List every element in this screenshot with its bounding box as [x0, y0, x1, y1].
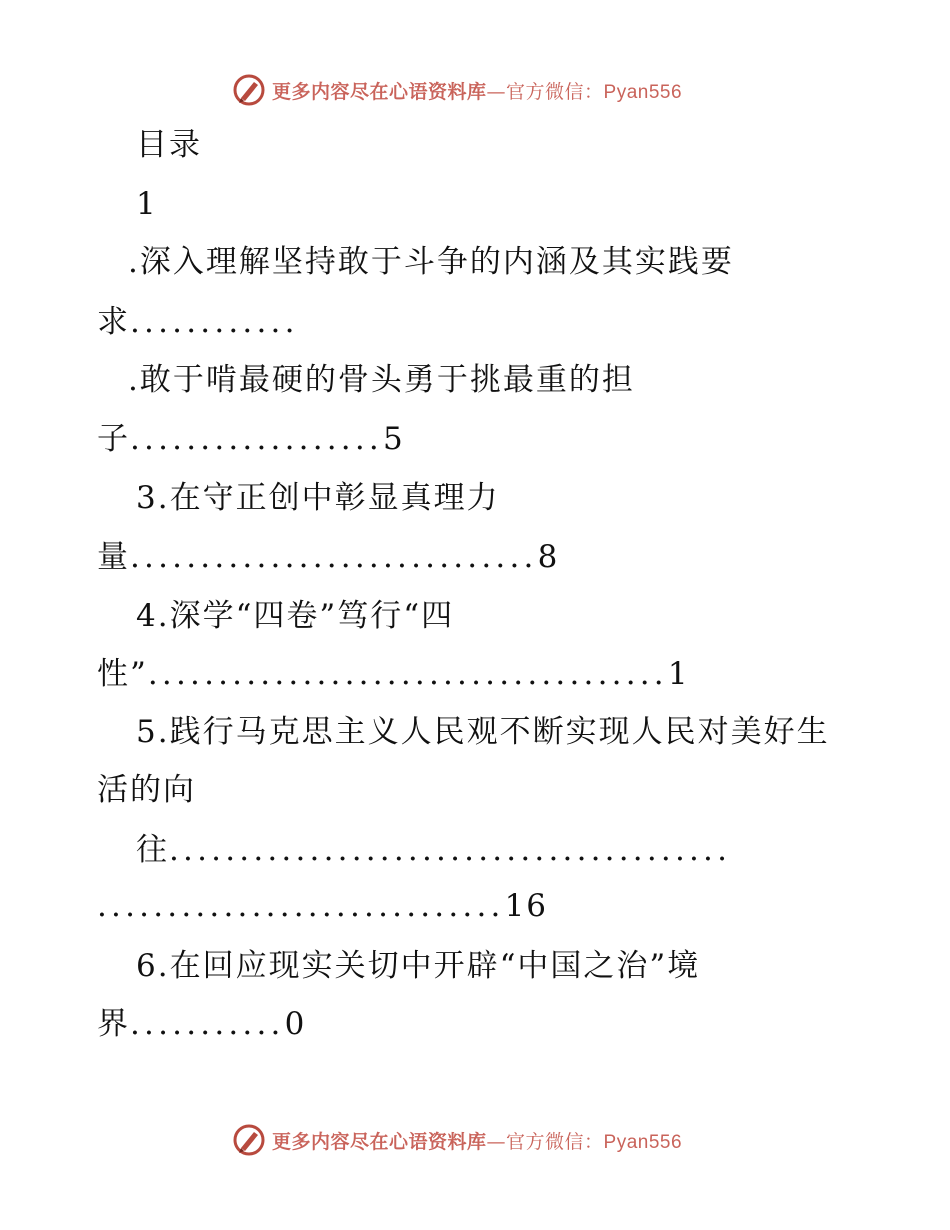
toc-entry-3-page: 8 — [537, 539, 560, 575]
toc-entry-4-title: 4.深学“四卷”笃行“四 — [136, 598, 455, 634]
toc-entry-6-title: 6.在回应现实关切中开辟“中国之治”境 — [136, 948, 701, 984]
header-label: 官方微信： — [506, 80, 604, 103]
header-text — [272, 77, 682, 104]
footer-wechat-id: Pyan556 — [603, 1131, 683, 1153]
toc-entry-4-leader — [97, 654, 690, 694]
toc-entry-2-dots: .................. — [130, 421, 383, 457]
footer-text — [272, 1127, 682, 1154]
toc-entry-3-lead: 量 — [97, 539, 130, 575]
header-wechat-id: Pyan556 — [603, 81, 683, 103]
toc-heading: 目录 — [136, 127, 202, 163]
toc-entry-6-lead: 界 — [97, 1006, 130, 1042]
toc-entry-3-title: 3.在守正创中彰显真理力 — [136, 480, 500, 516]
toc-entry-5-dots-b: ............................. — [97, 888, 505, 924]
footer-dash: — — [486, 1130, 507, 1153]
toc-number-one: 1 — [136, 186, 158, 222]
footer-banner — [232, 1122, 682, 1158]
footer-label: 官方微信： — [506, 1130, 604, 1153]
toc-entry-4-page: 1 — [667, 656, 690, 692]
toc-entry-2-title: .敢于啃最硬的骨头勇于挑最重的担 — [128, 362, 635, 398]
toc-entry-1-title: .深入理解坚持敢于斗争的内涵及其实践要 — [128, 244, 734, 280]
toc-entry-6-page: 0 — [284, 1006, 307, 1042]
header-banner — [232, 72, 682, 108]
toc-entry-5-dots-a: ........................................ — [169, 832, 732, 868]
pen-logo-icon — [232, 73, 266, 107]
toc-entry-4-dots: ..................................... — [147, 656, 668, 692]
toc-entry-2-leader — [97, 419, 405, 459]
toc-entry-2-lead: 子 — [97, 421, 130, 457]
toc-entry-3-dots: ............................. — [130, 539, 538, 575]
toc-entry-5-lead: 往 — [136, 832, 169, 868]
toc-entry-1-dots: ............ — [130, 304, 299, 340]
toc-entry-1-lead: 求 — [97, 304, 130, 340]
header-brand: 更多内容尽在心语资料库 — [272, 80, 487, 103]
header-dash: — — [486, 80, 507, 103]
toc-entry-5-title: 5.践行马克思主义人民观不断实现人民对美好生 — [136, 714, 830, 750]
toc-entry-5-line4 — [97, 886, 548, 926]
toc-entry-5-line2: 活的向 — [97, 772, 196, 808]
toc-entry-4-lead: 性” — [97, 656, 148, 692]
toc-entry-3-leader — [97, 537, 559, 577]
toc-entry-6-dots: ........... — [130, 1006, 285, 1042]
toc-entry-2-page: 5 — [382, 421, 405, 457]
footer-brand: 更多内容尽在心语资料库 — [272, 1130, 487, 1153]
toc-entry-1-leader — [97, 302, 299, 342]
toc-entry-5-page: 16 — [504, 888, 549, 924]
toc-entry-5-line3 — [136, 830, 731, 870]
pen-logo-icon — [232, 1123, 266, 1157]
toc-entry-6-leader — [97, 1004, 306, 1044]
